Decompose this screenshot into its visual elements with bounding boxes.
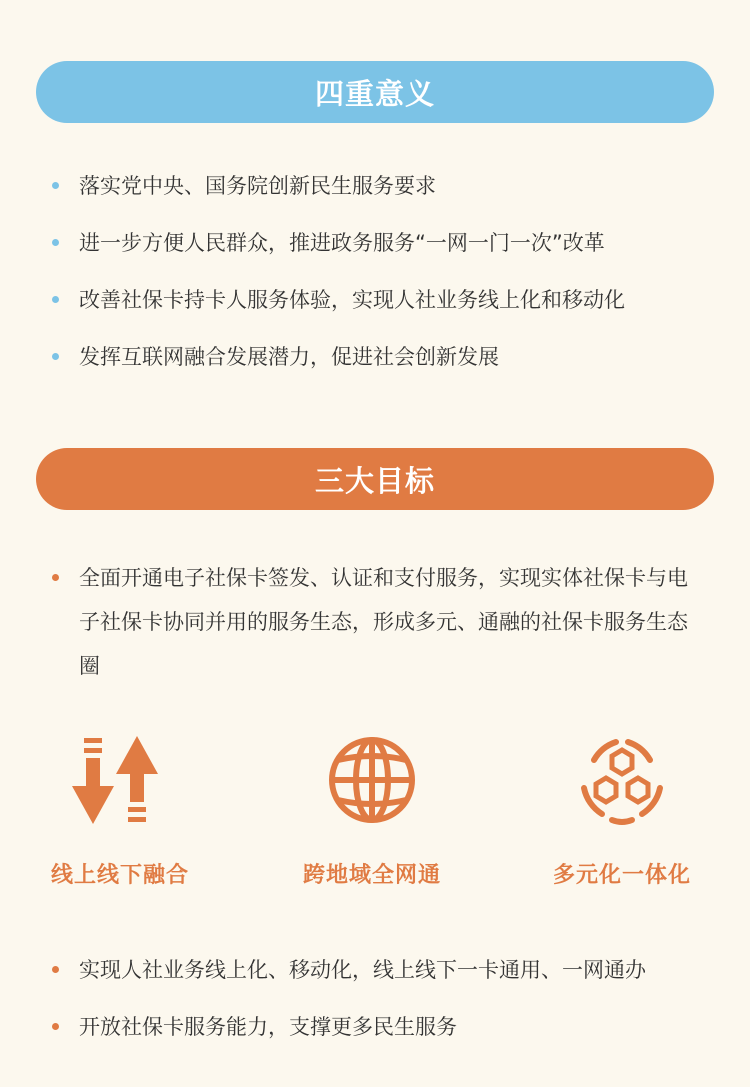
list-item-text: 改善社保卡持卡人服务体验，实现人社业务线上化和移动化 [79,288,625,312]
bullet-icon [52,353,59,360]
goal-text: 全面开通电子社保卡签发、认证和支付服务，实现实体社保卡与电子社保卡协同并用的服务生态，形成多元、通融的社保卡服务生态圈 [79,566,688,678]
goal-list [0,948,750,1062]
bullet-icon [52,239,59,246]
feature-cross-region [272,730,472,889]
network-cycle-icon [572,730,672,830]
list-item-text: 开放社保卡服务能力，支撑更多民生服务 [79,1015,457,1039]
bullet-icon [52,296,59,303]
section-header-goals [36,448,714,510]
feature-label: 跨地域全网通 [302,863,441,888]
list-item [0,1005,750,1049]
feature-diversified [522,730,722,889]
list-item [0,335,750,379]
feature-label: 多元化一体化 [552,863,691,888]
list-item-text: 进一步方便人民群众，推进政务服务“一网一门一次”改革 [79,231,605,255]
list-item [0,221,750,265]
meaning-list [0,164,750,392]
globe-icon [322,730,422,830]
section-header-meaning [36,61,714,123]
section-title: 四重意义 [314,76,435,111]
feature-online-offline [20,730,220,889]
list-item [0,948,750,992]
feature-label: 线上线下融合 [50,863,189,888]
bullet-icon [52,182,59,189]
list-item-text: 落实党中央、国务院创新民生服务要求 [79,174,436,198]
feature-row [0,730,750,900]
list-item-text: 实现人社业务线上化、移动化，线上线下一卡通用、一网通办 [79,958,646,982]
list-item-text: 发挥互联网融合发展潜力，促进社会创新发展 [79,345,499,369]
list-item [0,278,750,322]
section-title: 三大目标 [314,463,435,498]
bullet-icon [52,1023,59,1030]
goal-paragraph [0,556,750,688]
arrows-up-down-icon [70,730,170,830]
bullet-icon [52,966,59,973]
list-item [0,164,750,208]
